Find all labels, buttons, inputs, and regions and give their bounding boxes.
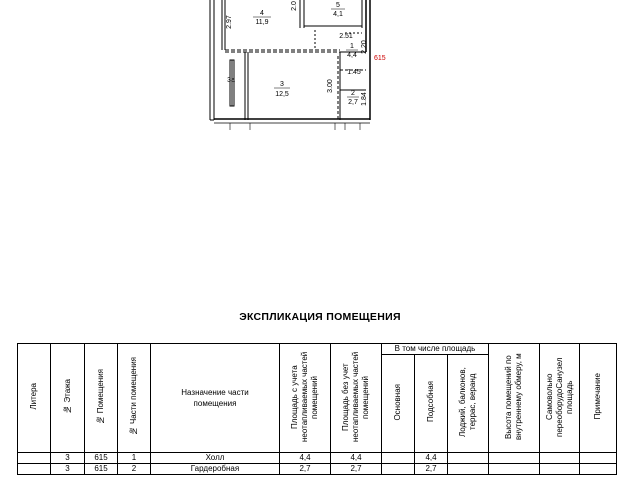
cell-aux: 2,7 bbox=[415, 464, 448, 475]
plan-room-4-area: 11,9 bbox=[255, 19, 269, 26]
header-note: Примечание bbox=[580, 344, 617, 453]
plan-room-1-area: 4,4 bbox=[347, 52, 357, 59]
plan-dimension: 3.00 bbox=[327, 79, 334, 93]
cell-area-excl: 2,7 bbox=[331, 464, 382, 475]
header-unauth: Самовольно переоборудоСанузел площадь bbox=[540, 344, 580, 453]
explication-title: ЭКСПЛИКАЦИЯ ПОМЕЩЕНИЯ bbox=[239, 311, 401, 323]
plan-dimension: 2.0 bbox=[291, 1, 298, 11]
cell-loggia bbox=[448, 464, 489, 475]
plan-label-3a: 3а bbox=[227, 77, 235, 84]
cell-floor: 3 bbox=[51, 453, 85, 464]
header-loggia: Лоджий, балконов, террас, веранд bbox=[448, 355, 489, 453]
cell-part: 2 bbox=[118, 464, 151, 475]
plan-room-5-number: 5 bbox=[336, 2, 340, 9]
cell-loggia bbox=[448, 453, 489, 464]
header-group: В том числе площадь bbox=[382, 344, 489, 355]
plan-room-3-number: 3 bbox=[280, 81, 284, 88]
header-aux: Подсобная bbox=[415, 355, 448, 453]
plan-room-2-number: 2 bbox=[351, 90, 355, 97]
plan-room-1-number: 1 bbox=[350, 43, 354, 50]
cell-unauth bbox=[540, 453, 580, 464]
cell-part: 1 bbox=[118, 453, 151, 464]
table-row bbox=[18, 464, 617, 475]
cell-litera bbox=[18, 453, 51, 464]
plan-dimension: 1.84 bbox=[361, 92, 368, 106]
cell-premise: 615 bbox=[85, 464, 118, 475]
plan-room-5-area: 4,1 bbox=[333, 11, 343, 18]
table-row bbox=[18, 453, 617, 464]
header-purpose: Назначение части помещения bbox=[151, 344, 280, 453]
cell-purpose: Холл bbox=[151, 453, 280, 464]
header-main: Основная bbox=[382, 355, 415, 453]
plan-dimension: 2.97 bbox=[226, 15, 233, 29]
plan-dimension: 1.45 bbox=[347, 69, 361, 76]
plan-room-4-number: 4 bbox=[260, 10, 264, 17]
cell-aux: 4,4 bbox=[415, 453, 448, 464]
cell-area-incl: 4,4 bbox=[280, 453, 331, 464]
header-floor: № Этажа bbox=[51, 344, 85, 453]
cell-note bbox=[580, 453, 617, 464]
cell-area-excl: 4,4 bbox=[331, 453, 382, 464]
header-area-excl: Площадь без учет неотапливаемых частей помещений bbox=[331, 344, 382, 453]
cell-litera bbox=[18, 464, 51, 475]
cell-main bbox=[382, 453, 415, 464]
cell-height bbox=[489, 464, 540, 475]
cell-unauth bbox=[540, 464, 580, 475]
plan-marker-615: 615 bbox=[374, 55, 386, 62]
header-premise: № Помещения bbox=[85, 344, 118, 453]
header-part: № Части помещения bbox=[118, 344, 151, 453]
cell-note bbox=[580, 464, 617, 475]
plan-dimension: 2.20 bbox=[361, 40, 368, 54]
cell-premise: 615 bbox=[85, 453, 118, 464]
plan-room-2-area: 2,7 bbox=[348, 99, 358, 106]
header-litera: Литера bbox=[18, 344, 51, 453]
plan-dimension: 2.51 bbox=[339, 33, 353, 40]
header-area-incl: Площадь с учета неотапливаемых частей помещений bbox=[280, 344, 331, 453]
cell-main bbox=[382, 464, 415, 475]
cell-height bbox=[489, 453, 540, 464]
floor-plan bbox=[0, 0, 640, 140]
header-height: Высота помещений по внутреннему обмеру, м bbox=[489, 344, 540, 453]
cell-purpose: Гардеробная bbox=[151, 464, 280, 475]
plan-room-3-area: 12,5 bbox=[275, 91, 289, 98]
cell-area-incl: 2,7 bbox=[280, 464, 331, 475]
explication-table bbox=[17, 343, 617, 475]
cell-floor: 3 bbox=[51, 464, 85, 475]
